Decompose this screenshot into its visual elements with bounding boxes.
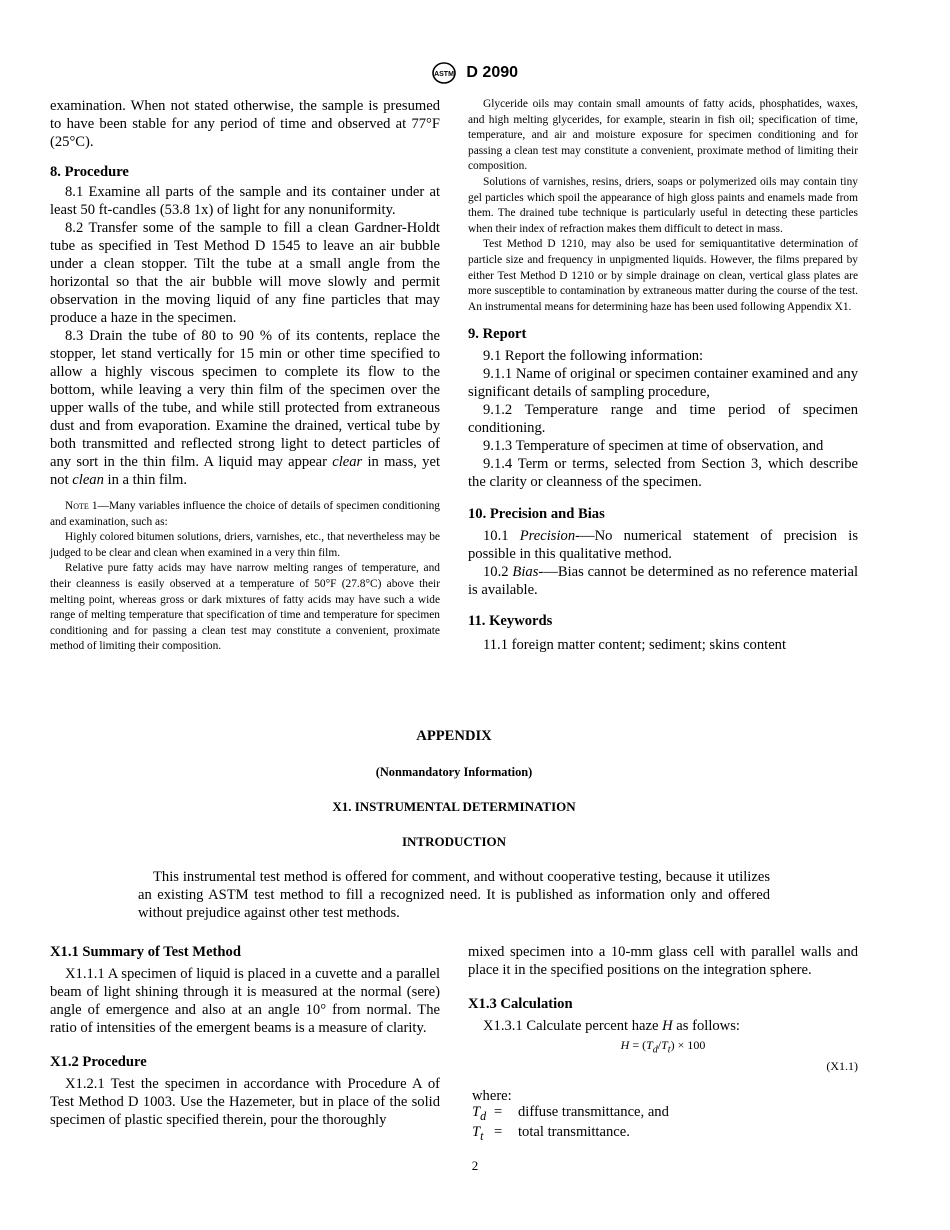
paragraph-9-1-3: 9.1.3 Temperature of specimen at time of observation, and (483, 438, 824, 455)
note-1: Note 1—Many variables influence the choice of details of specimen conditioning and examination, such as: (50, 500, 440, 528)
note-test-method-d1210: Test Method D 1210, may also be used for semiquantitative determination of particle size and frequency in unpigmented liquids. However, the films prepared by either Test Method D 1210 or by simple drainage on clean, vertical glass plates are more susceptible to contamination by extraneous matter during the course of the test. An instrumental means for determining haze has been used following Appendix X1. (468, 238, 858, 313)
haze-equation: $H = (T_d/T_t) \times 100$ (620, 1038, 706, 1056)
page-header (0, 62, 950, 84)
note-1-fatty-acids: Relative pure fatty acids may have narrow melting ranges of temperature, and their cleanness is easily observed at a temperature of 50°F (27.8°C) above their melting point, whereas gross or dark mixtures of fatty acids may have such a wide range of melting temperature that specification of time and temperature for specimen conditioning and for passing a clean test may constitute a convenient, proximate method of limiting their composition. (50, 562, 440, 653)
page-number: 2 (471, 1158, 479, 1173)
paragraph-x1-3-1: X1.3.1 Calculate percent haze H as follows: (483, 1018, 740, 1034)
section-10-heading: 10. Precision and Bias (468, 506, 605, 523)
intro-paragraph: examination. When not stated otherwise, the sample is presumed to have been stable for any period of time and observed at 77°F (25°C). (50, 98, 440, 150)
paragraph-9-1-4: 9.1.4 Term or terms, selected from Section 3, which describe the clarity or cleanness of the specimen. (468, 456, 858, 491)
left-column (50, 97, 440, 655)
definition-tt: $T_t$ = total transmittance. (472, 1124, 630, 1144)
logo-text: ASTM (434, 71, 454, 78)
standard-designation: D 2090 (466, 64, 519, 81)
note-1-bitumen: Highly colored bitumen solutions, driers, varnishes, etc., that nevertheless may be judged to be clear and clean when examined in a very thin film. (50, 531, 440, 559)
x1-left-column (50, 943, 440, 1129)
paragraph-9-1: 9.1 Report the following information: (483, 348, 704, 365)
introduction-text: This instrumental test method is offered for comment, and without cooperative testing, because it utilizes an existing ASTM test method to fill a recognized need. It is published as information only and offered without prejudice against other test methods. (138, 869, 770, 921)
section-11-heading: 11. Keywords (468, 613, 553, 630)
paragraph-9-1-2: 9.1.2 Temperature range and time period of specimen conditioning. (468, 402, 858, 437)
note-varnish-solutions: Solutions of varnishes, resins, driers, soaps or polymerized oils may contain tiny gel particles which spoil the appearance of high gloss paints and enamels made from them. The drained tube technique is particularly useful in detecting these particles when their index of refraction makes them difficult to detect in mass. (468, 175, 858, 235)
paragraph-10-1: 10.1 Precision-—No numerical statement of precision is possible in this qualitative method. (468, 528, 859, 563)
x1-right-column (468, 943, 858, 1144)
definition-td: $T_d$ = diffuse transmittance, and (472, 1104, 669, 1124)
paragraph-x1-1-1: X1.1.1 A specimen of liquid is placed in a cuvette and a parallel beam of light shining through it is measured at the normal (sere) angle of emergence and also at an angle 10° from normal. The ratio of intensities of the emergent beams is a measure of clarity. (50, 966, 440, 1036)
equation-number: (X1.1) (826, 1059, 858, 1074)
note-glyceride-oils: Glyceride oils may contain small amounts of fatty acids, phosphatides, waxes, and high melting glycerides, for example, stearin in fish oil; specification of time, temperature, and air and moisture exposure for specimen conditioning and for passing a clean test may constitute a convenient, proximate method of limiting their composition. (468, 98, 858, 173)
right-column (468, 97, 858, 654)
paragraph-8-1: 8.1 Examine all parts of the sample and its container under at least 50 ft-candles (53.8 1x) of light for any nonuniformity. (50, 184, 440, 218)
section-9-heading: 9. Report (468, 326, 527, 343)
paragraph-8-3: 8.3 Drain the tube of 80 to 90 % of its contents, replace the stopper, let stand vertically for 15 min or other time specified to allow a highly viscous specimen to complete its flow to the bottom, while leaving a very thin film of the specimen over the upper walls of the tube, and while still protected from extraneous dust and from evaporation. Examine the drained, vertical tube by both transmitted and reflected strong light to detect particles of any sort in the thin film. A liquid may appear clear in mass, yet not clean in a thin film. (50, 328, 440, 488)
x1-3-heading: X1.3 Calculation (468, 996, 573, 1012)
paragraph-x1-2-1-continued: mixed specimen into a 10-mm glass cell with parallel walls and place it in the specified positions on the integration sphere. (468, 944, 858, 978)
appendix-title: APPENDIX (416, 728, 492, 744)
where-block (468, 1088, 858, 1144)
x1-2-heading: X1.2 Procedure (50, 1054, 147, 1070)
paragraph-9-1-1: 9.1.1 Name of original or specimen container examined and any significant details of sampling procedure, (468, 366, 858, 401)
appendix-subtitle: (Nonmandatory Information) (375, 765, 533, 779)
paragraph-8-2: 8.2 Transfer some of the sample to fill a clean Gardner-Holdt tube as specified in Test Method D 1545 to leave an air bubble under a clean stopper. Tilt the tube at a small angle from the horizontal so that the air bubble will move slowly and permit observation in the moving liquid of any fine particles that may produce a haze in the specimen. (50, 220, 440, 326)
paragraph-x1-2-1: X1.2.1 Test the specimen in accordance with Procedure A of Test Method D 1003. Use the Hazemeter, but in place of the solid specimen of plastic specified therein, pour the thoroughly (50, 1076, 440, 1128)
section-8-heading: 8. Procedure (50, 164, 129, 180)
x1-1-heading: X1.1 Summary of Test Method (50, 944, 241, 960)
paragraph-11-1: 11.1 foreign matter content; sediment; skins content (483, 637, 787, 654)
paragraph-10-2: 10.2 Bias-—Bias cannot be determined as no reference material is available. (468, 564, 859, 599)
introduction-heading: INTRODUCTION (401, 834, 506, 849)
x1-title: X1. INSTRUMENTAL DETERMINATION (332, 799, 576, 814)
where-label: where: (472, 1088, 512, 1105)
astm-logo-icon (432, 62, 456, 84)
